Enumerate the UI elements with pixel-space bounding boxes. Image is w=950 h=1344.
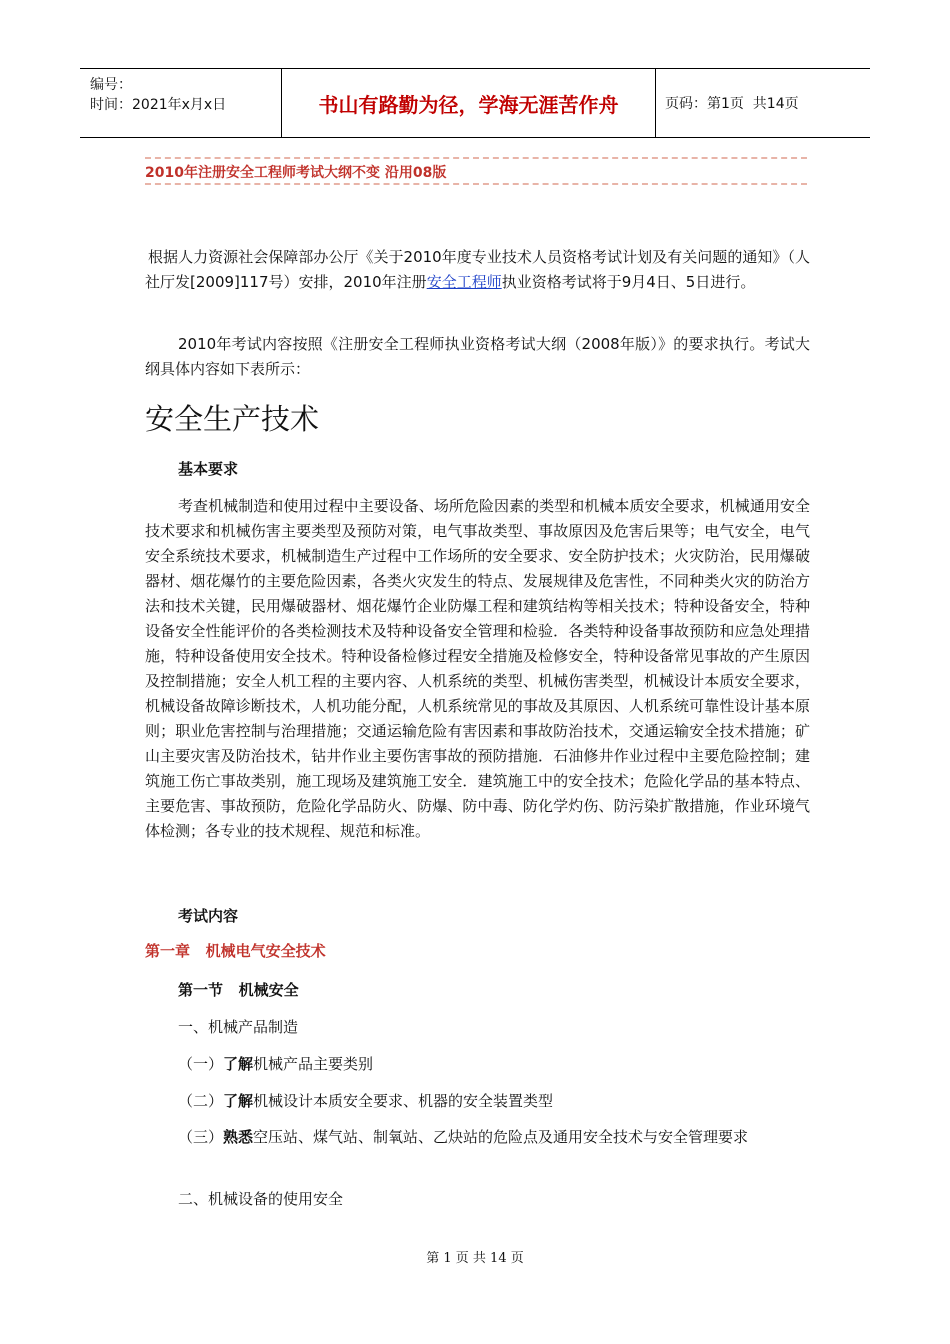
exam-content-label: 考试内容 xyxy=(178,907,239,925)
basic-requirements-text xyxy=(145,494,810,844)
basic-requirements-body: 考查机械制造和使用过程中主要设备、场所危险因素的类型和机械本质安全要求，机械通用安全技术要求和机械伤害主要类型及预防对策，电气事故类型、事故原因及危害后果等；电气安全，电气安全系统技术要求，机械制造生产过程中工作场所的安全要求、安全防护技术；火灾防治，民用爆破器材、烟花爆竹的主要危险因素，各类火灾发生的特点、发展规律及危害性，不同种类火灾的防治方法和技术关键，民用爆破器材、烟花爆竹企业防爆工程和建筑结构等相关技术；特种设备安全，特种设备安全性能评价的各类检测技术及特种设备安全管理和检验．各类特种设备事故预防和应急处理措施，特种设备使用安全技术。特种设备检修过程安全措施及检修安全，特种设备常见事故的产生原因及控制措施；安全人机工程的主要内容、人机系统的类型、机械伤害类型，机械设计本质安全要求，机械设备故障诊断技术，人机功能分配，人机系统常见的事故及其原因、人机系统可靠性设计基本原则；职业危害控制与治理措施；交通运输危险有害因素和事故防治技术，交通运输安全技术措施；矿山主要灾害及防治技术，钻井作业主要伤害事故的预防措施．石油修井作业过程中主要危险控制；建筑施工伤亡事故类别，施工现场及建筑施工安全．建筑施工中的安全技术；危险化学品的基本特点、主要危害、事故预防，危险化学品防火、防爆、防中毒、防化学灼伤、防污染扩散措施，作业环境气体检测；各专业的技术规程、规范和标准。 xyxy=(145,497,810,840)
title-divider-top xyxy=(145,157,807,159)
page-footer: 第 1 页 共 14 页 xyxy=(426,1251,524,1266)
item-prefix: （一） xyxy=(178,1055,224,1073)
list-item xyxy=(145,1125,810,1150)
header-meta xyxy=(90,75,226,115)
header-divider xyxy=(655,69,656,137)
list-item xyxy=(178,1053,373,1074)
item-text: 机械设计本质安全要求、机器的安全装置类型 xyxy=(253,1092,554,1110)
intro-paragraph-2 xyxy=(145,332,810,382)
list-item: 二、机械设备的使用安全 xyxy=(178,1190,344,1208)
chapter-heading: 第一章 机械电气安全技术 xyxy=(145,942,326,960)
header-time: 时间：2021年x月x日 xyxy=(90,97,227,113)
header-page-info: 页码：第1页 共14页 xyxy=(665,96,799,112)
item-keyword: 了解 xyxy=(223,1092,254,1110)
header-number: 编号： xyxy=(90,77,132,93)
item-prefix: （三） xyxy=(178,1128,224,1146)
list-item xyxy=(178,1090,553,1111)
intro-text: 根据人力资源社会保障部办公厅《关于2010年度专业技术人员资格考试计划及有关问题的通知》（人社厅发[2009]117号）安排，2010年注册 xyxy=(145,248,810,291)
title-divider-bottom xyxy=(145,183,807,185)
intro-text: 2010年考试内容按照《注册安全工程师执业资格考试大纲（2008年版）》的要求执行。考试大纲具体内容如下表所示： xyxy=(145,335,810,378)
section-heading: 安全生产技术 xyxy=(145,402,320,436)
item-prefix: （二） xyxy=(178,1092,224,1110)
page-header xyxy=(80,68,870,138)
item-keyword: 了解 xyxy=(223,1055,254,1073)
document-title: 2010年注册安全工程师考试大纲不变 沿用08版 xyxy=(145,165,447,181)
safety-engineer-link[interactable]: 安全工程师 xyxy=(426,273,502,291)
list-item: 一、机械产品制造 xyxy=(178,1018,299,1036)
section-subheading: 第一节 机械安全 xyxy=(178,981,299,999)
intro-paragraph-1 xyxy=(145,245,810,295)
item-keyword: 熟悉 xyxy=(223,1128,254,1146)
intro-text: 执业资格考试将于9月4日、5日进行。 xyxy=(501,273,756,291)
basic-requirements-label: 基本要求 xyxy=(178,460,239,478)
header-motto: 书山有路勤为径，学海无涯苦作舟 xyxy=(318,92,619,117)
item-text: 空压站、煤气站、制氧站、乙炔站的危险点及通用安全技术与安全管理要求 xyxy=(253,1128,749,1146)
item-text: 机械产品主要类别 xyxy=(253,1055,374,1073)
